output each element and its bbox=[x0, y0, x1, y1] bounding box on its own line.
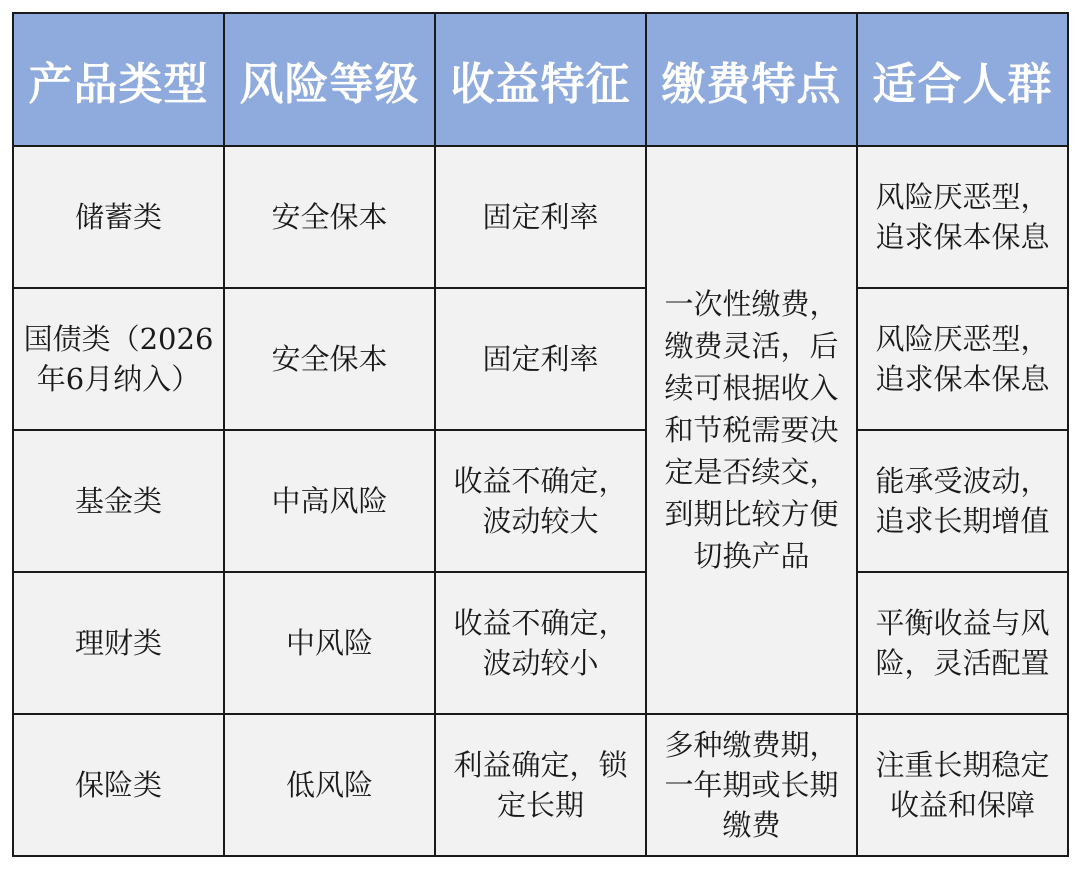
cell-product-type: 基金类 bbox=[13, 430, 224, 572]
comparison-table-wrapper bbox=[12, 12, 1069, 857]
cell-return-feature: 收益不确定，波动较大 bbox=[435, 430, 646, 572]
cell-payment-feature-shared: 一次性缴费，缴费灵活，后续可根据收入和节税需要决定是否续交，到期比较方便切换产品 bbox=[646, 146, 857, 714]
header-risk-level: 风险等级 bbox=[224, 13, 435, 146]
header-product-type: 产品类型 bbox=[13, 13, 224, 146]
cell-risk-level: 中风险 bbox=[224, 572, 435, 714]
cell-return-feature: 固定利率 bbox=[435, 288, 646, 430]
header-payment-feature: 缴费特点 bbox=[646, 13, 857, 146]
cell-target-audience: 能承受波动，追求长期增值 bbox=[857, 430, 1068, 572]
cell-risk-level: 中高风险 bbox=[224, 430, 435, 572]
product-comparison-table bbox=[12, 12, 1069, 857]
table-row bbox=[13, 572, 1068, 714]
cell-product-type: 理财类 bbox=[13, 572, 224, 714]
cell-return-feature: 收益不确定，波动较小 bbox=[435, 572, 646, 714]
cell-target-audience: 风险厌恶型，追求保本保息 bbox=[857, 146, 1068, 288]
cell-product-type: 保险类 bbox=[13, 714, 224, 856]
cell-product-type: 储蓄类 bbox=[13, 146, 224, 288]
table-row bbox=[13, 288, 1068, 430]
table-row bbox=[13, 430, 1068, 572]
cell-payment-feature: 多种缴费期，一年期或长期缴费 bbox=[646, 714, 857, 856]
cell-product-type: 国债类（2026年6月纳入） bbox=[13, 288, 224, 430]
cell-target-audience: 平衡收益与风险，灵活配置 bbox=[857, 572, 1068, 714]
cell-return-feature: 利益确定，锁定长期 bbox=[435, 714, 646, 856]
table-row bbox=[13, 714, 1068, 856]
header-target-audience: 适合人群 bbox=[857, 13, 1068, 146]
cell-target-audience: 风险厌恶型，追求保本保息 bbox=[857, 288, 1068, 430]
header-return-feature: 收益特征 bbox=[435, 13, 646, 146]
header-row bbox=[13, 13, 1068, 146]
cell-target-audience: 注重长期稳定收益和保障 bbox=[857, 714, 1068, 856]
cell-risk-level: 安全保本 bbox=[224, 146, 435, 288]
cell-risk-level: 低风险 bbox=[224, 714, 435, 856]
cell-risk-level: 安全保本 bbox=[224, 288, 435, 430]
table-row bbox=[13, 146, 1068, 288]
cell-return-feature: 固定利率 bbox=[435, 146, 646, 288]
